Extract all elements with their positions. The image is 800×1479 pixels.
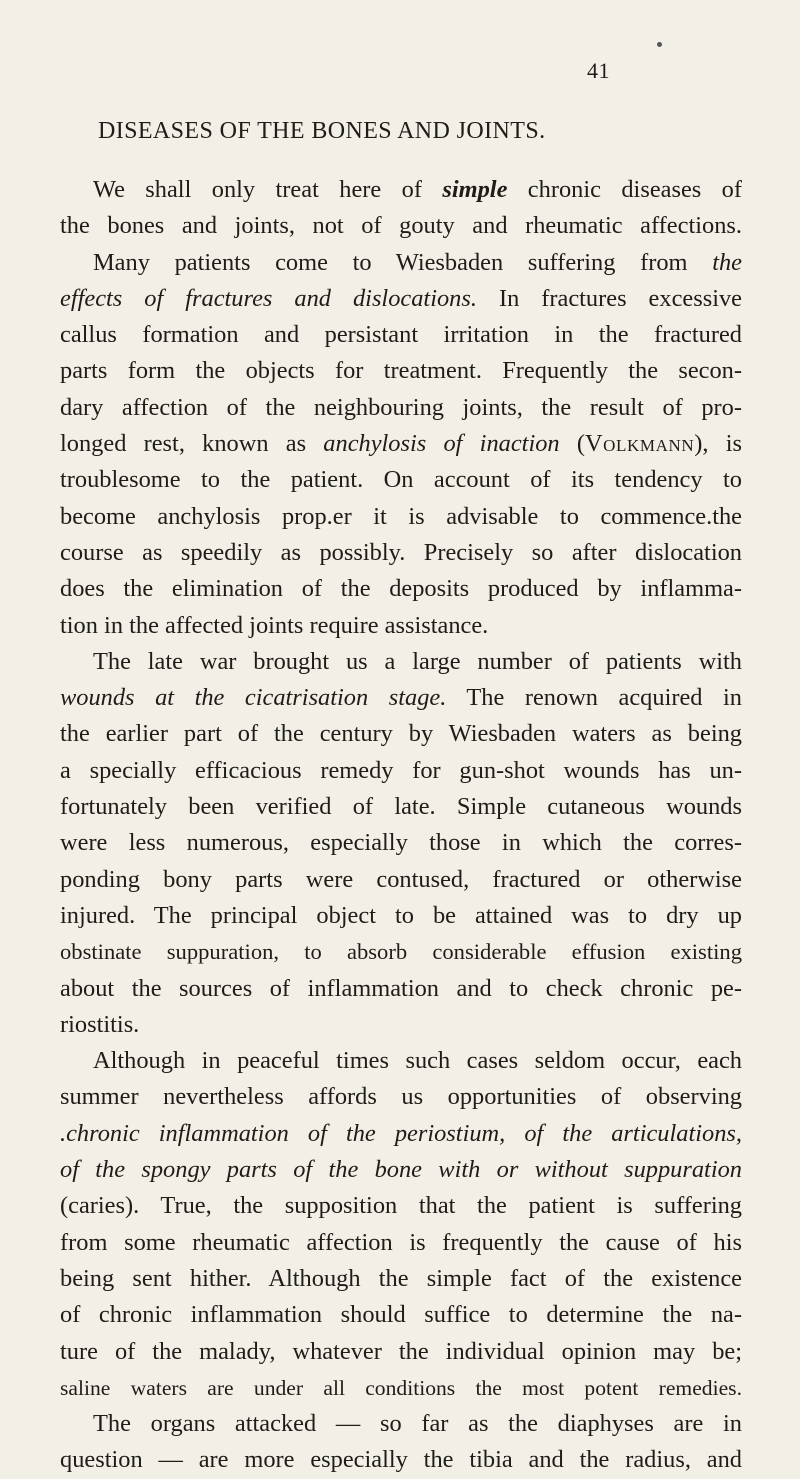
text-line: Although in peaceful times such cases seldom occur, each [93, 1047, 742, 1075]
text-line: a specially efficacious remedy for gun-shot wounds has un- [60, 756, 742, 784]
text-line: about the sources of inflammation and to check chronic pe- [60, 974, 742, 1002]
text-line: .chronic inflammation of the periostium, of the articulations, [60, 1119, 742, 1147]
text-line: We shall only treat here of simple chronic diseases of [93, 176, 742, 203]
text-line: ponding bony parts were contused, fractured or otherwise [60, 865, 742, 893]
text-line: dary affection of the neighbouring joints, the result of pro- [60, 393, 742, 421]
text-line: obstinate suppuration, to absorb considerable effusion existing [60, 939, 742, 965]
text-line: being sent hither. Although the simple fact of the existence [60, 1264, 742, 1292]
page-title: DISEASES OF THE BONES AND JOINTS. [98, 118, 546, 144]
body-text [60, 172, 742, 1479]
text-line: course as speedily as possibly. Precisely so after dislocation [60, 538, 742, 566]
text-line: Many patients come to Wiesbaden suffering from the [93, 248, 742, 276]
ink-dot [657, 42, 662, 47]
text-line: tion in the affected joints require assistance. [60, 611, 489, 639]
text-line: fortunately been verified of late. Simple cutaneous wounds [60, 793, 742, 821]
text-line: troublesome to the patient. On account of its tendency to [60, 466, 742, 494]
text-line: the earlier part of the century by Wiesbaden waters as being [60, 720, 742, 748]
text-line: become anchylosis prop.er it is advisable to commence.the [60, 502, 742, 530]
text-line: from some rheumatic affection is frequently the cause of his [60, 1228, 742, 1256]
text-line: the bones and joints, not of gouty and rheumatic affections. [60, 212, 742, 240]
text-line: does the elimination of the deposits produced by inflamma- [60, 575, 742, 603]
text-line: injured. The principal object to be attained was to dry up [60, 901, 742, 929]
text-line: of chronic inflammation should suffice to determine the na- [60, 1301, 742, 1329]
text-line: riostitis. [60, 1010, 140, 1038]
text-line: question — are more especially the tibia and the radius, and [60, 1446, 742, 1474]
text-line: saline waters are under all conditions the most potent remedies. [60, 1375, 742, 1400]
text-line: summer nevertheless affords us opportunities of observing [60, 1083, 742, 1111]
page-number: 41 [587, 58, 610, 83]
text-line: The organs attacked — so far as the diaphyses are in [93, 1410, 742, 1438]
text-line: callus formation and persistant irritation in the fractured [60, 321, 742, 349]
text-line: parts form the objects for treatment. Frequently the secon- [60, 357, 742, 385]
text-line: (caries). True, the supposition that the patient is suffering [60, 1192, 742, 1220]
text-line: longed rest, known as anchylosis of inaction (Volkmann), is [60, 430, 742, 458]
text-line: ture of the malady, whatever the individual opinion may be; [60, 1337, 742, 1365]
text-line: The late war brought us a large number of patients with [93, 647, 742, 675]
text-line: wounds at the cicatrisation stage. The renown acquired in [60, 684, 742, 712]
text-line: were less numerous, especially those in which the corres- [60, 829, 742, 857]
text-line: of the spongy parts of the bone with or without suppuration [60, 1156, 742, 1184]
text-line: effects of fractures and dislocations. In fractures excessive [60, 284, 743, 312]
